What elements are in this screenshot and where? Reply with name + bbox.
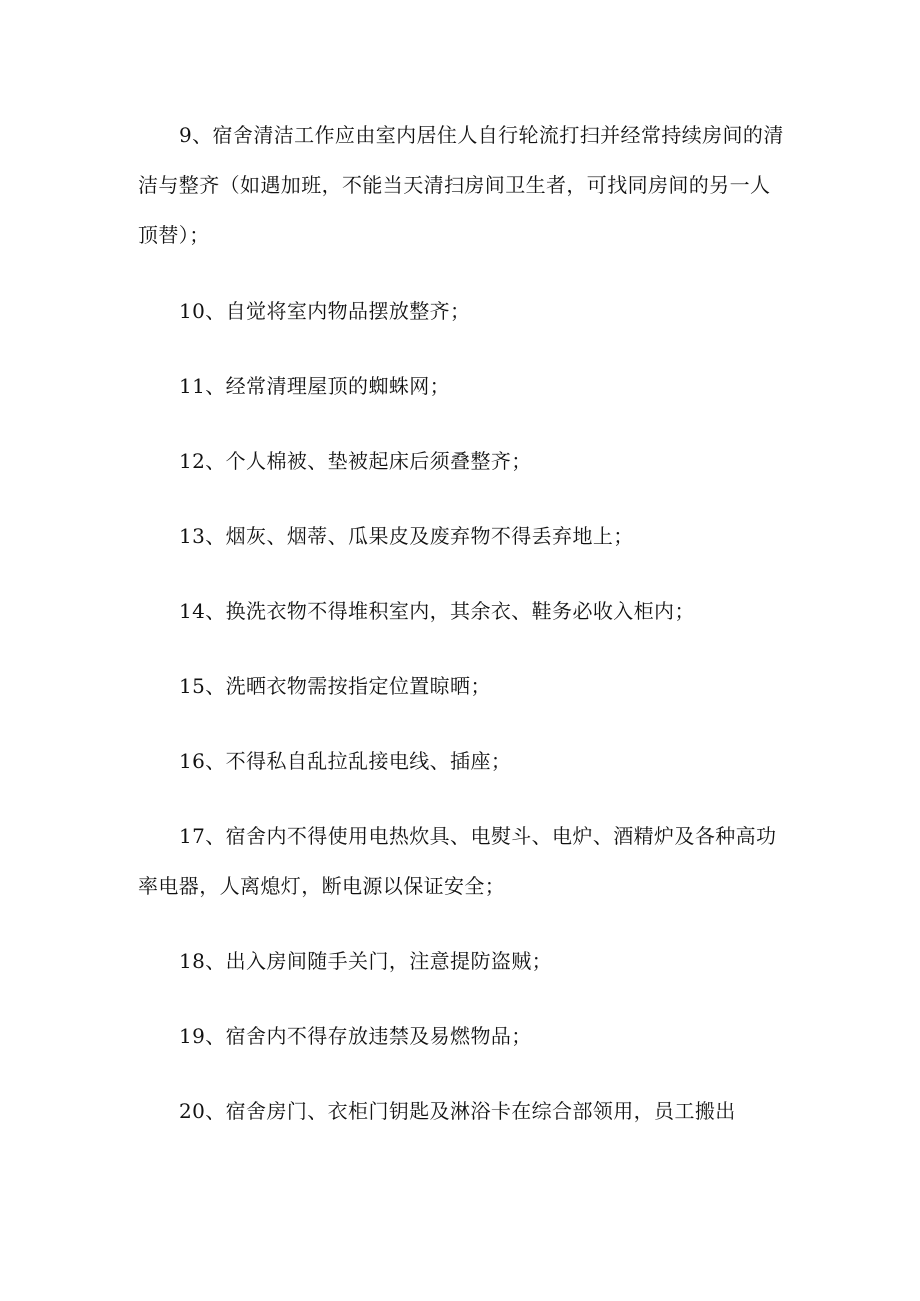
rule-item-13: 13、烟灰、烟蒂、瓜果皮及废弃物不得丢弃地上； xyxy=(179,524,634,548)
rule-item-19: 19、宿舍内不得存放违禁及易燃物品； xyxy=(179,1024,532,1048)
rule-item-12: 12、个人棉被、垫被起床后须叠整齐； xyxy=(179,449,532,473)
rule-item-16: 16、不得私自乱拉乱接电线、插座； xyxy=(179,749,512,773)
rule-item-18: 18、出入房间随手关门，注意提防盗贼； xyxy=(179,949,553,973)
rule-item-17: 17、宿舍内不得使用电热炊具、电熨斗、电炉、酒精炉及各种高功率电器，人离熄灯，断电源以保证安全； xyxy=(138,824,777,898)
rule-item-10: 10、自觉将室内物品摆放整齐； xyxy=(179,299,471,323)
rule-item-14: 14、换洗衣物不得堆积室内，其余衣、鞋务必收入柜内； xyxy=(179,599,695,623)
rule-item-9: 9、宿舍清洁工作应由室内居住人自行轮流打扫并经常持续房间的清洁与整齐（如遇加班，不能当天清扫房间卫生者，可找同房间的另一人顶替）； xyxy=(138,123,784,247)
rule-item-15: 15、洗晒衣物需按指定位置晾晒； xyxy=(179,674,491,698)
rule-item-11: 11、经常清理屋顶的蜘蛛网； xyxy=(179,374,451,398)
rule-item-20: 20、宿舍房门、衣柜门钥匙及淋浴卡在综合部领用，员工搬出 xyxy=(179,1099,736,1123)
